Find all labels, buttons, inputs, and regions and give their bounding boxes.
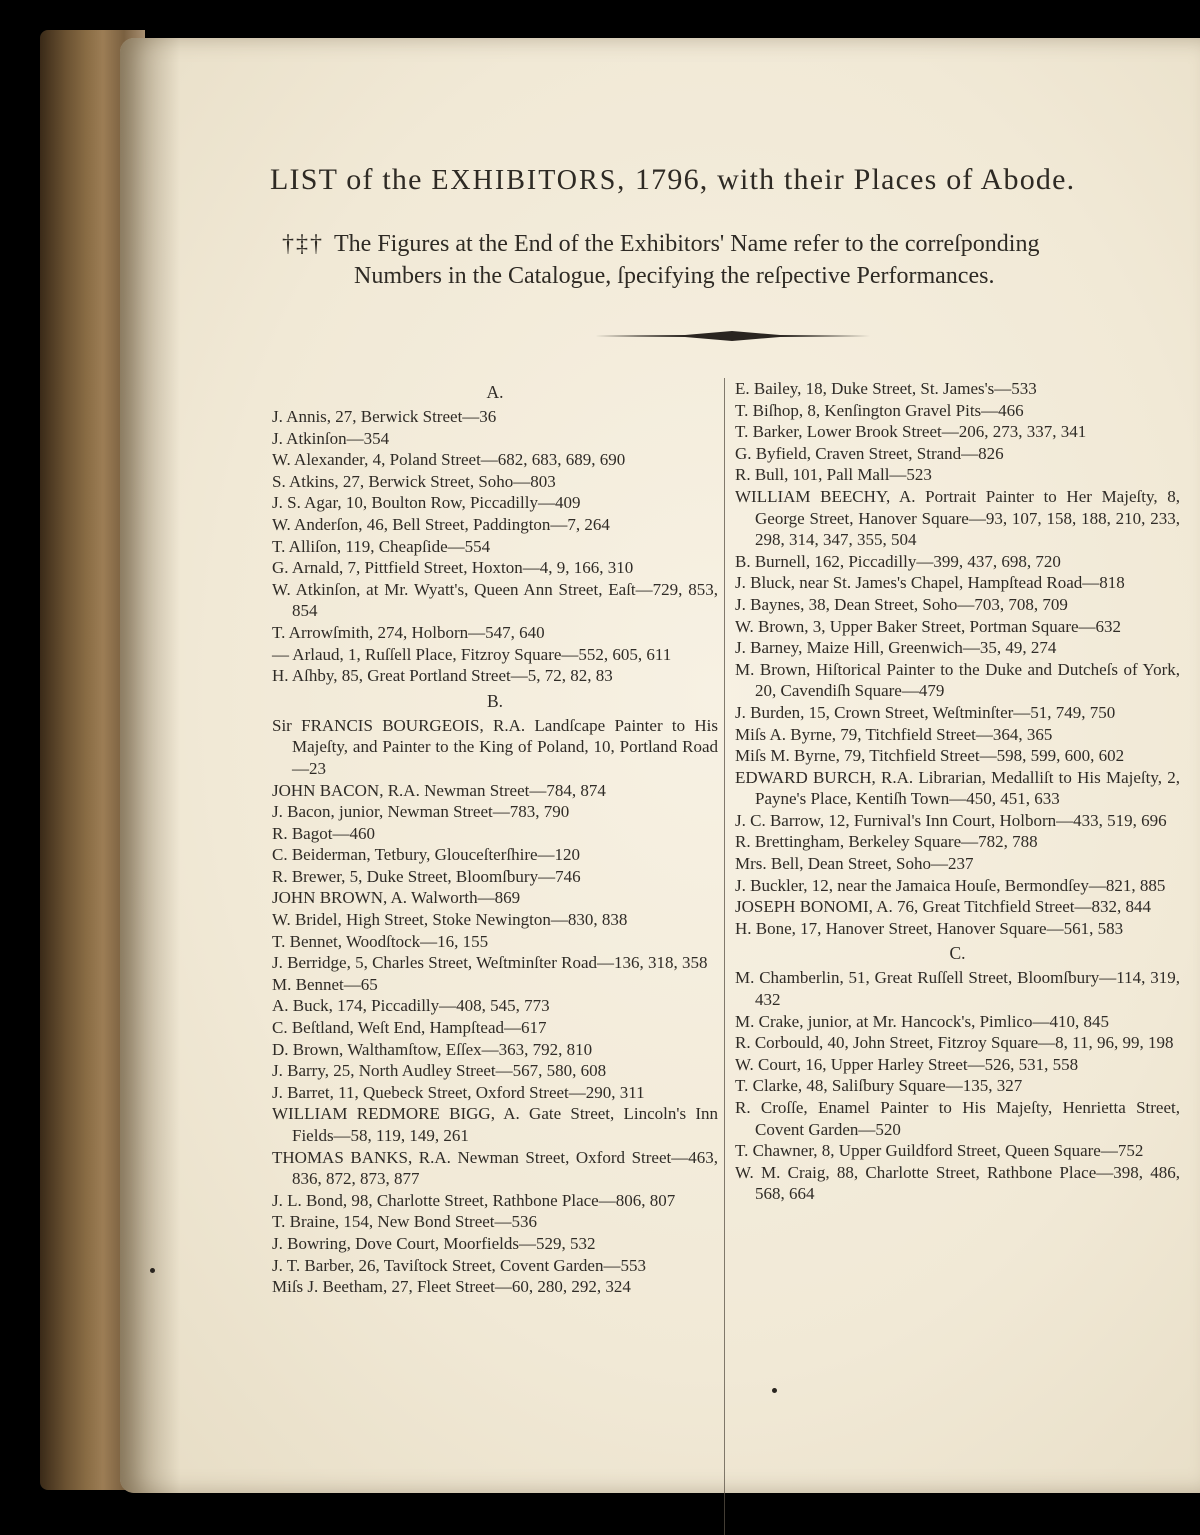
- exhibitor-entry: J. Annis, 27, Berwick Street—36: [272, 407, 497, 426]
- section-b-list-left: [272, 715, 718, 1298]
- exhibitor-entry: J. Bowring, Dove Court, Moorfields—529, 532: [272, 1233, 596, 1253]
- exhibitor-entry: J. Bluck, near St. James's Chapel, Hampſtead Road—818: [735, 573, 1125, 593]
- exhibitor-entry: JOHN BROWN, A. Walworth—869: [272, 888, 521, 908]
- exhibitor-entry: B. Burnell, 162, Piccadilly—399, 437, 698, 720: [735, 551, 1061, 571]
- exhibitor-entry: Miſs A. Byrne, 79, Titchfield Street—364, 365: [735, 724, 1053, 744]
- exhibitor-entry: J. Bacon, junior, Newman Street—783, 790: [272, 802, 570, 822]
- exhibitor-entry: R. Corbould, 40, John Street, Fitzroy Square—8, 11, 96, 99, 198: [735, 1033, 1174, 1053]
- exhibitor-entry: Mrs. Bell, Dean Street, Soho—237: [735, 854, 974, 874]
- exhibitor-entry: Miſs J. Beetham, 27, Fleet Street—60, 280, 292, 324: [272, 1277, 631, 1297]
- section-a-list: [272, 406, 718, 687]
- exhibitor-entry: J. Atkinſon—354: [272, 428, 390, 448]
- exhibitor-entry: R. Croſſe, Enamel Painter to His Majeſty, Henrietta Street, Covent Garden—520: [735, 1098, 1180, 1139]
- exhibitor-entry: JOHN BACON, R.A. Newman Street—784, 874: [272, 780, 606, 800]
- section-heading-a: A.: [486, 382, 504, 402]
- exhibitor-entry: C. Beiderman, Tetbury, Glouceſterſhire—120: [272, 845, 581, 865]
- exhibitor-entry: W. Brown, 3, Upper Baker Street, Portman Square—632: [735, 616, 1122, 636]
- exhibitor-entry: J. Burden, 15, Crown Street, Weſtminſter—51, 749, 750: [735, 702, 1116, 722]
- section-c-list: [735, 967, 1180, 1205]
- exhibitor-entry: Miſs M. Byrne, 79, Titchfield Street—598, 599, 600, 602: [735, 746, 1125, 766]
- exhibitor-entry: T. Biſhop, 8, Kenſington Gravel Pits—466: [735, 400, 1024, 420]
- exhibitor-entry: H. Bone, 17, Hanover Street, Hanover Square—561, 583: [735, 918, 1124, 938]
- exhibitor-entry: W. Alexander, 4, Poland Street—682, 683, 689, 690: [272, 450, 626, 470]
- page-heading: [270, 163, 1190, 197]
- exhibitor-entry: W. Atkinſon, at Mr. Wyatt's, Queen Ann Street, Eaſt—729, 853, 854: [272, 579, 718, 621]
- exhibitor-entry: J. S. Agar, 10, Boulton Row, Piccadilly—409: [272, 493, 581, 513]
- exhibitor-entry: R. Brettingham, Berkeley Square—782, 788: [735, 832, 1038, 852]
- exhibitor-entry: S. Atkins, 27, Berwick Street, Soho—803: [272, 471, 556, 491]
- exhibitor-entry: J. Barry, 25, North Audley Street—567, 580, 608: [272, 1061, 607, 1081]
- heading-exhibitors-word: EXHIBITORS,: [431, 165, 627, 196]
- exhibitor-entry: R. Brewer, 5, Duke Street, Bloomſbury—746: [272, 866, 581, 886]
- exhibitor-entry: G. Byfield, Craven Street, Strand—826: [735, 443, 1004, 463]
- heading-suffix: 1796, with their Places of Abode.: [634, 163, 1076, 196]
- note-line-2: Numbers in the Catalogue, ſpecifying the reſpective Performances.: [354, 263, 995, 289]
- exhibitor-entry: T. Alliſon, 119, Cheapſide—554: [272, 536, 491, 556]
- exhibitor-entry: G. Arnald, 7, Pittfield Street, Hoxton—4, 9, 166, 310: [272, 558, 634, 578]
- exhibitor-entry: M. Bennet—65: [272, 974, 378, 994]
- exhibitor-entry: R. Bull, 101, Pall Mall—523: [735, 465, 932, 485]
- dagger-symbols: †‡†: [282, 231, 324, 257]
- exhibitor-entry: W. Bridel, High Street, Stoke Newington—830, 838: [272, 910, 628, 930]
- ink-speck: [150, 1268, 155, 1273]
- exhibitor-entry: J. L. Bond, 98, Charlotte Street, Rathbone Place—806, 807: [272, 1190, 676, 1210]
- catalogue-note: [282, 228, 1182, 292]
- exhibitor-entry: THOMAS BANKS, R.A. Newman Street, Oxford Street—463, 836, 872, 873, 877: [272, 1147, 718, 1189]
- exhibitor-entry: J. Barney, Maize Hill, Greenwich—35, 49, 274: [735, 638, 1057, 658]
- exhibitor-entry: — Arlaud, 1, Ruſſell Place, Fitzroy Square—552, 605, 611: [272, 644, 672, 664]
- section-heading-b: B.: [486, 690, 504, 711]
- exhibitor-entry: W. M. Craig, 88, Charlotte Street, Rathbone Place—398, 486, 568, 664: [735, 1162, 1180, 1204]
- exhibitor-entry: M. Crake, junior, at Mr. Hancock's, Pimlico—410, 845: [735, 1011, 1109, 1031]
- exhibitor-entry: M. Brown, Hiſtorical Painter to the Duke and Dutcheſs of York, 20, Cavendiſh Square—479: [735, 659, 1180, 701]
- exhibitor-entry: J. Berridge, 5, Charles Street, Weſtminſter Road—136, 318, 358: [272, 953, 708, 973]
- exhibitor-entry: E. Bailey, 18, Duke Street, St. James's—533: [735, 379, 1037, 398]
- exhibitor-entry: W. Court, 16, Upper Harley Street—526, 531, 558: [735, 1054, 1079, 1074]
- exhibitor-entry: J. Barret, 11, Quebeck Street, Oxford Street—290, 311: [272, 1082, 645, 1102]
- right-column: [735, 378, 1180, 1205]
- exhibitor-entry: JOSEPH BONOMI, A. 76, Great Titchfield Street—832, 844: [735, 897, 1152, 917]
- exhibitor-entry: J. T. Barber, 26, Taviſtock Street, Covent Garden—553: [272, 1255, 646, 1275]
- ink-speck: [772, 1388, 777, 1393]
- exhibitor-entry: WILLIAM REDMORE BIGG, A. Gate Street, Lincoln's Inn Fields—58, 119, 149, 261: [272, 1104, 718, 1145]
- exhibitor-entry: T. Arrowſmith, 274, Holborn—547, 640: [272, 622, 545, 642]
- exhibitor-entry: Sir FRANCIS BOURGEOIS, R.A. Landſcape Painter to His Majeſty, and Painter to the King of Poland, 10, Portland Road—23: [272, 715, 718, 778]
- exhibitor-entry: T. Bennet, Woodſtock—16, 155: [272, 931, 489, 951]
- left-column: [272, 378, 718, 1298]
- exhibitor-entry: T. Barker, Lower Brook Street—206, 273, 337, 341: [735, 422, 1087, 442]
- exhibitor-entry: R. Bagot—460: [272, 823, 375, 843]
- exhibitor-entry: J. Buckler, 12, near the Jamaica Houſe, Bermondſey—821, 885: [735, 875, 1166, 895]
- exhibitor-entry: EDWARD BURCH, R.A. Librarian, Medalliſt to His Majeſty, 2, Payne's Place, Kentiſh Town—450, 451, 633: [735, 767, 1180, 809]
- exhibitor-entry: T. Braine, 154, New Bond Street—536: [272, 1212, 538, 1232]
- column-divider: [724, 378, 725, 1535]
- heading-prefix: LIST of the: [270, 163, 423, 196]
- section-heading-c: C.: [949, 943, 966, 964]
- note-line-1: [282, 231, 1039, 257]
- exhibitor-entry: W. Anderſon, 46, Bell Street, Paddington—7, 264: [272, 514, 610, 534]
- exhibitor-entry: T. Clarke, 48, Saliſbury Square—135, 327: [735, 1076, 1023, 1096]
- ornamental-rule: [595, 331, 870, 341]
- exhibitor-entry: T. Chawner, 8, Upper Guildford Street, Queen Square—752: [735, 1141, 1144, 1161]
- exhibitor-entry: C. Beſtland, Weſt End, Hampſtead—617: [272, 1018, 547, 1038]
- exhibitor-entry: D. Brown, Walthamſtow, Eſſex—363, 792, 810: [272, 1039, 593, 1059]
- gutter-shadow: [120, 38, 180, 1493]
- exhibitor-entry: H. Aſhby, 85, Great Portland Street—5, 72, 82, 83: [272, 666, 613, 686]
- exhibitor-entry: A. Buck, 174, Piccadilly—408, 545, 773: [272, 996, 550, 1016]
- exhibitor-entry: J. C. Barrow, 12, Furnival's Inn Court, Holborn—433, 519, 696: [735, 810, 1167, 830]
- section-b-list-right: [735, 378, 1180, 939]
- note-line-1-text: The Figures at the End of the Exhibitors' Name refer to the correſponding: [334, 231, 1040, 257]
- exhibitor-entry: WILLIAM BEECHY, A. Portrait Painter to Her Majeſty, 8, George Street, Hanover Square—93, 107, 158, 188, 210, 233, 298, 314, 347, 355, 504: [735, 486, 1180, 550]
- exhibitor-entry: J. Baynes, 38, Dean Street, Soho—703, 708, 709: [735, 594, 1068, 614]
- exhibitor-entry: M. Chamberlin, 51, Great Ruſſell Street, Bloomſbury—114, 319, 432: [735, 968, 1180, 1010]
